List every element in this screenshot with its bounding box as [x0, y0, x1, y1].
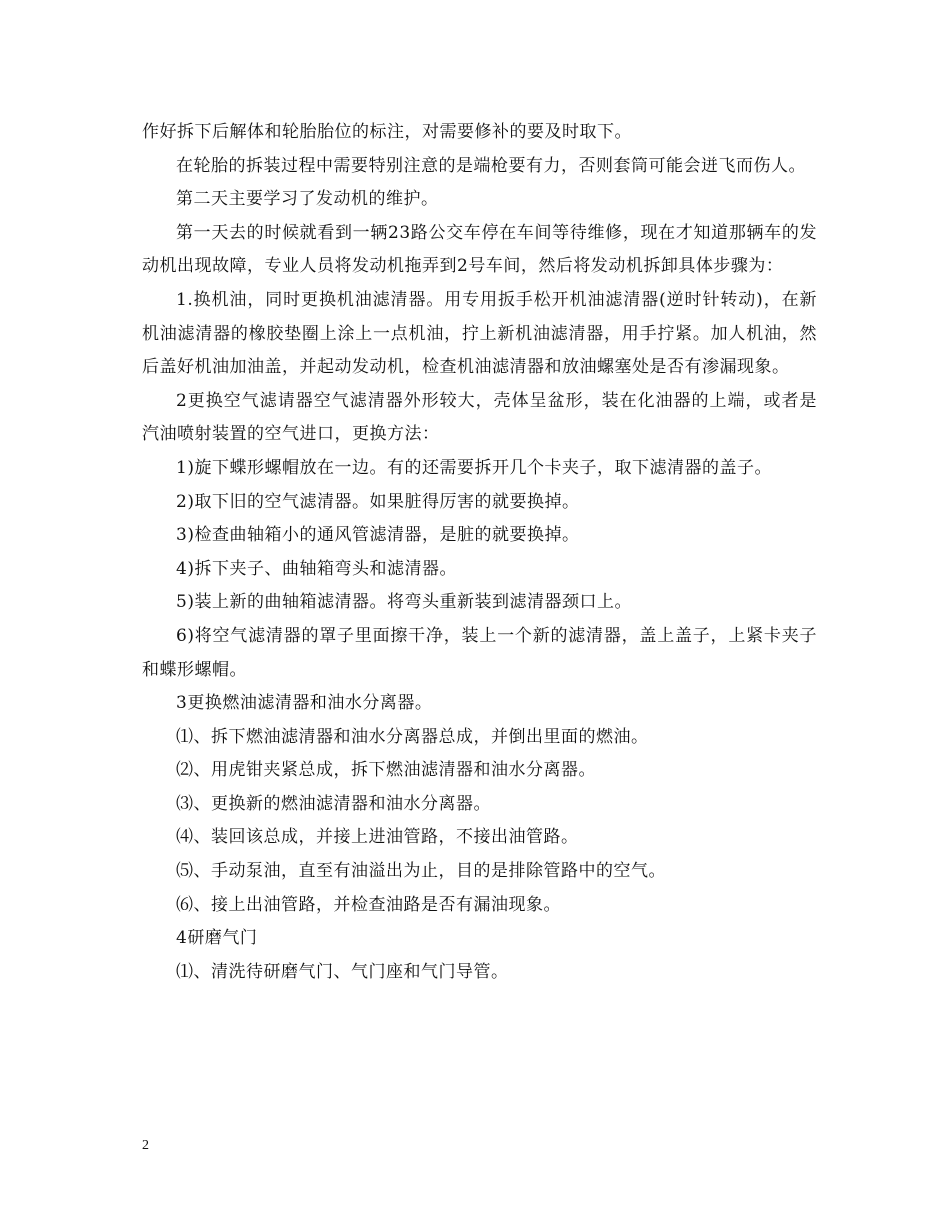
list-item: ⑴、清洗待研磨气门、气门座和气门导管。 [176, 961, 509, 982]
list-item: ⑸、手动泵油，直至有油溢出为止，目的是排除管路中的空气。 [176, 861, 666, 882]
list-item: 2)取下旧的空气滤清器。如果脏得厉害的就要换掉。 [176, 491, 580, 512]
list-item: 6)将空气滤清器的罩子里面擦干净，装上一个新的滤清器，盖上盖子，上紧卡夹子和蝶形螺帽。 [142, 625, 817, 680]
paragraph: 1.换机油，同时更换机油滤清器。用专用扳手松开机油滤清器(逆时针转动)，在新机油滤清器的橡胶垫圈上涂上一点机油，拧上新机油滤清器，用手拧紧。加人机油，然后盖好机油加油盖，并起动发动机，检查机油滤清器和放油螺塞处是否有渗漏现象。 [142, 289, 817, 378]
list-item: ⑶、更换新的燃油滤清器和油水分离器。 [176, 793, 491, 814]
paragraph: 2更换空气滤请器空气滤清器外形较大，壳体呈盆形，装在化油器的上端，或者是汽油喷射装置的空气进口，更换方法： [142, 390, 817, 445]
list-item: 3)检查曲轴箱小的通风管滤清器，是脏的就要换掉。 [176, 525, 580, 546]
body-text [142, 116, 817, 989]
section-heading: 3更换燃油滤清器和油水分离器。 [176, 693, 433, 714]
paragraph: 第一天去的时候就看到一辆23路公交车停在车间等待维修，现在才知道那辆车的发动机出现故障，专业人员将发动机拖弄到2号车间，然后将发动机拆卸具体步骤为： [142, 222, 817, 277]
list-item: ⑵、用虎钳夹紧总成，拆下燃油滤清器和油水分离器。 [176, 760, 596, 781]
list-item: ⑴、拆下燃油滤清器和油水分离器总成，并倒出里面的燃油。 [176, 726, 649, 747]
paragraph: 在轮胎的拆装过程中需要特别注意的是端枪要有力，否则套筒可能会迸飞而伤人。 [176, 155, 806, 176]
list-item: ⑹、接上出油管路，并检查油路是否有漏油现象。 [176, 894, 561, 915]
paragraph: 第二天主要学习了发动机的维护。 [176, 189, 439, 210]
section-heading: 4研磨气门 [176, 928, 258, 949]
list-item: 5)装上新的曲轴箱滤清器。将弯头重新装到滤清器颈口上。 [176, 592, 632, 613]
list-item: 4)拆下夹子、曲轴箱弯头和滤清器。 [176, 558, 457, 579]
page-number: 2 [142, 1138, 149, 1153]
paragraph: 作好拆下后解体和轮胎胎位的标注，对需要修补的要及时取下。 [142, 122, 632, 142]
list-item: 1)旋下蝶形螺帽放在一边。有的还需要拆开几个卡夹子，取下滤清器的盖子。 [176, 457, 772, 478]
list-item: ⑷、装回该总成，并接上进油管路，不接出油管路。 [176, 827, 579, 848]
